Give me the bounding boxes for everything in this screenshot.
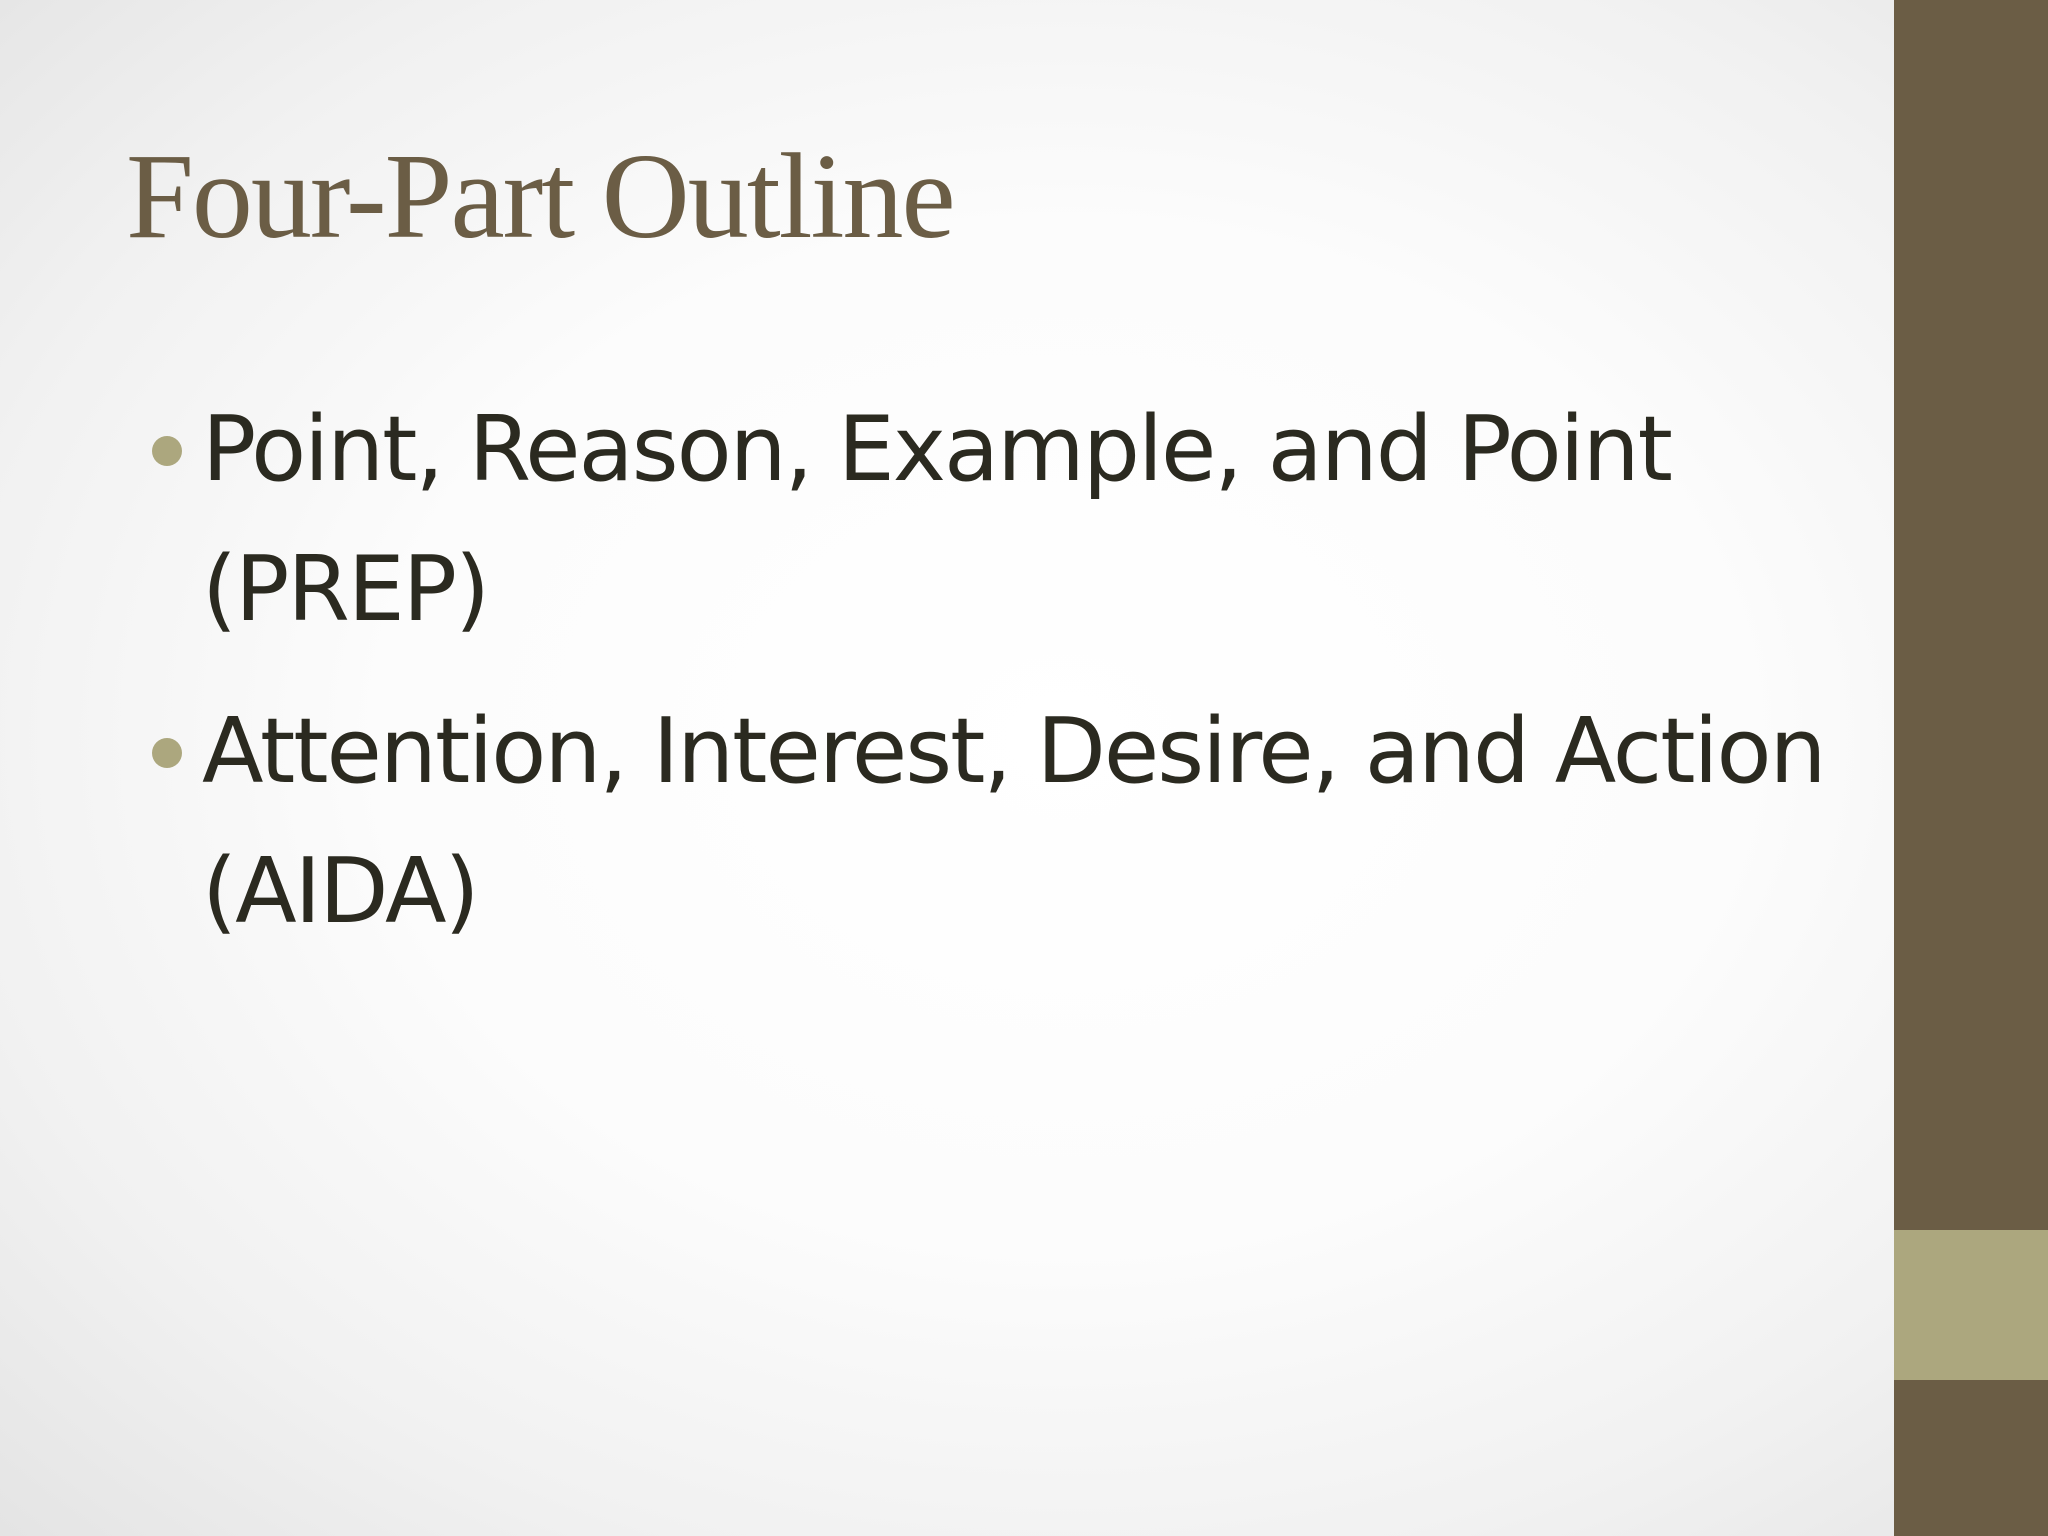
- bullet-item-prep: [150, 380, 1870, 660]
- bullet-list: [150, 380, 1870, 984]
- bullet-text: Attention, Interest, Desire, and Action (AIDA): [202, 699, 1825, 944]
- side-accent-block: [1894, 1230, 2048, 1380]
- bullet-item-aida: [150, 682, 1870, 962]
- bullet-dot-icon: [152, 738, 182, 768]
- bullet-dot-icon: [152, 436, 182, 466]
- slide-title: Four-Part Outline: [126, 129, 954, 264]
- bullet-text: Point, Reason, Example, and Point (PREP): [202, 397, 1671, 642]
